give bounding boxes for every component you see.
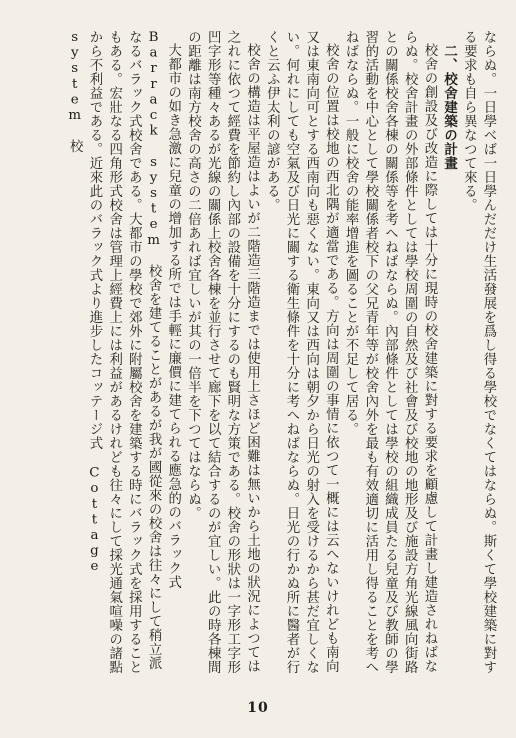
- vertical-text-body: [24, 30, 498, 680]
- paragraph-barrack-system: 大都市の如き急激に兒童の增加する所では手輕に廉價に建てられる應急的のバラック式 Barrack system 校舍を建てることがあるが我が國從來の校舍は往々にして稍立派なるバラック式校舍である。大都市の學校で郊外に附屬校舍を建築する時にバラック式を採用することもある。宏壯なる四角形式校舍は管理上經費上には利益があるけれども往々にして採光通氣喧噪の諸點から不利益である。近來此のバラック式より進步したコッテージ式 Cottage system 校: [67, 30, 181, 674]
- paragraph-orientation: 校舍の位置は校地の西北隅が適當である。方向は周圍の事情に依つて一概には云へないけれども南向又は東南向可とする西南向も惡くない。東向又は西向は朝夕から日光の射入を受けるから甚だ宜しくない。何れにしても空氣及び日光に關する衛生條件を十分に考へねばならぬ。日光の行かぬ所に醫者が行くと云ふ伊太利の諺がある。: [264, 30, 339, 674]
- intro-paragraph: ならぬ。一日學べば一日學んだだけ生活發展を爲し得る學校でなくてはならぬ。斯くて學校建築に對する要求も自ら異なつて來る。: [461, 30, 496, 674]
- section-heading: 二、校舍建築の計畫: [441, 44, 458, 170]
- paragraph-structure: 校舍の構造は平屋造はよいが二階造三階造までは使用上さほど困難は無いから土地の狀況によつては之れに依つて經費を節約し內部の設備を十分にするのも賢明な方策である。校舍の形狀は一字形工字形凹字形等種々あるが光線の關係上校舍各棟を並行させて廊下を以て結合するのが宜しい。此の時各棟間の距離は南方校舍の高さの二倍あれば宜しいが其の一倍半を下つてはならぬ。: [185, 30, 260, 674]
- paragraph-site-requirements: 校舍の創設及び改造に際しては十分に現時の校舍建築に對する要求を顧慮して計畫し建造されねばならぬ。校舍計畫の外部條件としては學校周圍の自然及び社會及び校地の地形及び施設方角光線風向街路との關係校舍各棟の關係等を考へねばならぬ。內部條件としては學校の組織成員たる兒童及び教師の學習的活動を中心として學校關係者校下の父兄青年等が校舍內外を最も有效適切に活用し得ることを考へねばならぬ。一般に校舍の能率增進を圖ることが不足して居る。: [343, 30, 437, 674]
- page-number: 10: [247, 700, 269, 716]
